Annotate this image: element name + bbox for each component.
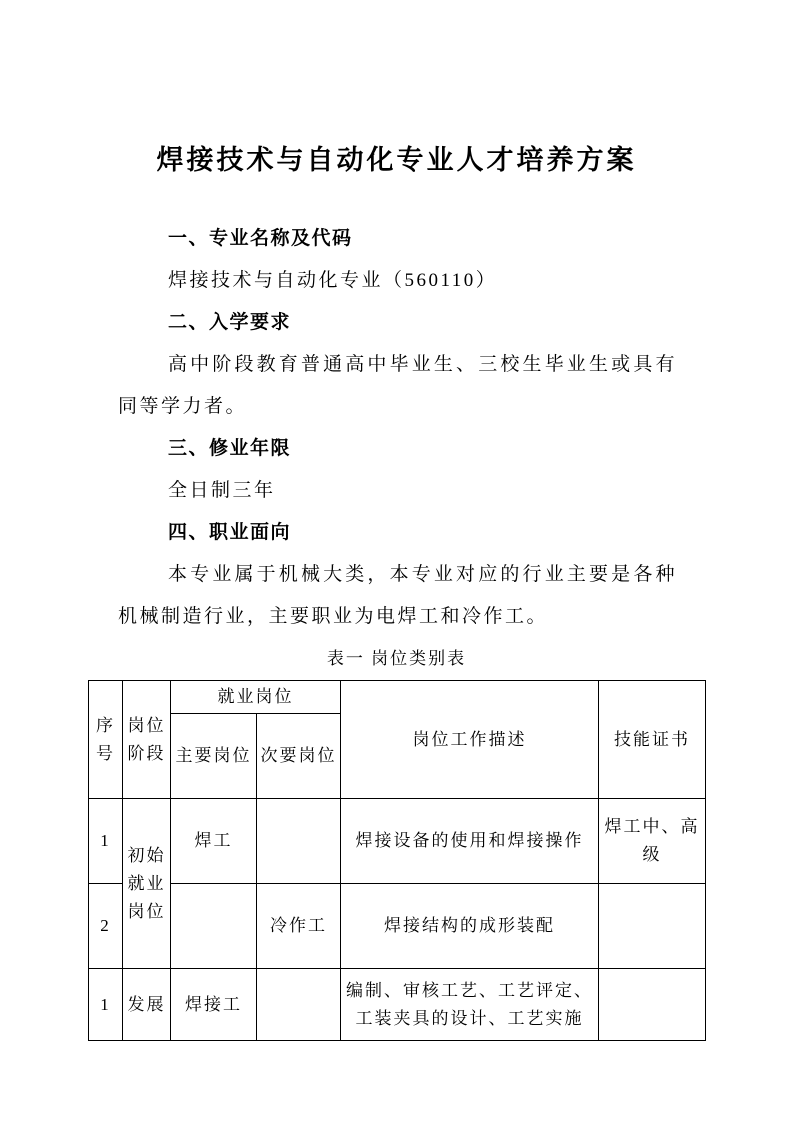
cell-secondary [257, 969, 341, 1041]
cell-main: 焊接工 [171, 969, 257, 1041]
table-header-row-1 [89, 681, 706, 714]
header-cell-jobs-group: 就业岗位 [171, 681, 341, 714]
cell-main [171, 884, 257, 969]
cell-cert [599, 884, 706, 969]
cell-desc: 焊接结构的成形装配 [341, 884, 599, 969]
document-title: 焊接技术与自动化专业人才培养方案 [156, 145, 637, 175]
header-cell-stage: 岗位阶段 [123, 681, 171, 799]
table-row [89, 884, 706, 969]
cell-seq: 1 [89, 799, 123, 884]
section-heading-2: 二、入学要求 [168, 312, 292, 333]
header-cell-secondary: 次要岗位 [257, 714, 341, 799]
section-paragraph-1: 焊接技术与自动化专业（560110） [168, 270, 498, 291]
header-cell-seq: 序号 [89, 681, 123, 799]
section-heading-1: 一、专业名称及代码 [168, 228, 353, 249]
cell-stage: 初始就业岗位 [123, 799, 171, 969]
section-paragraph-4: 本专业属于机械大类，本专业对应的行业主要是各种机械制造行业，主要职业为电焊工和冷作工。 [118, 564, 677, 627]
cell-secondary: 冷作工 [257, 884, 341, 969]
table-caption: 表一 岗位类别表 [326, 649, 467, 668]
cell-seq: 2 [89, 884, 123, 969]
document-body [96, 218, 700, 1041]
table-row [89, 969, 706, 1041]
section-heading-3: 三、修业年限 [168, 438, 292, 459]
cell-cert [599, 969, 706, 1041]
section-paragraph-3: 全日制三年 [168, 480, 276, 501]
cell-seq: 1 [89, 969, 123, 1041]
cell-secondary [257, 799, 341, 884]
jobs-table [88, 680, 706, 1041]
header-cell-main: 主要岗位 [171, 714, 257, 799]
cell-desc: 焊接设备的使用和焊接操作 [341, 799, 599, 884]
section-heading-4: 四、职业面向 [168, 522, 292, 543]
section-paragraph-2: 高中阶段教育普通高中毕业生、三校生毕业生或具有同等学力者。 [118, 354, 677, 417]
cell-desc: 编制、审核工艺、工艺评定、工装夹具的设计、工艺实施 [341, 969, 599, 1041]
header-cell-desc: 岗位工作描述 [341, 681, 599, 799]
cell-cert: 焊工中、高级 [599, 799, 706, 884]
header-cell-cert: 技能证书 [599, 681, 706, 799]
cell-stage: 发展 [123, 969, 171, 1041]
table-row [89, 799, 706, 884]
cell-main: 焊工 [171, 799, 257, 884]
